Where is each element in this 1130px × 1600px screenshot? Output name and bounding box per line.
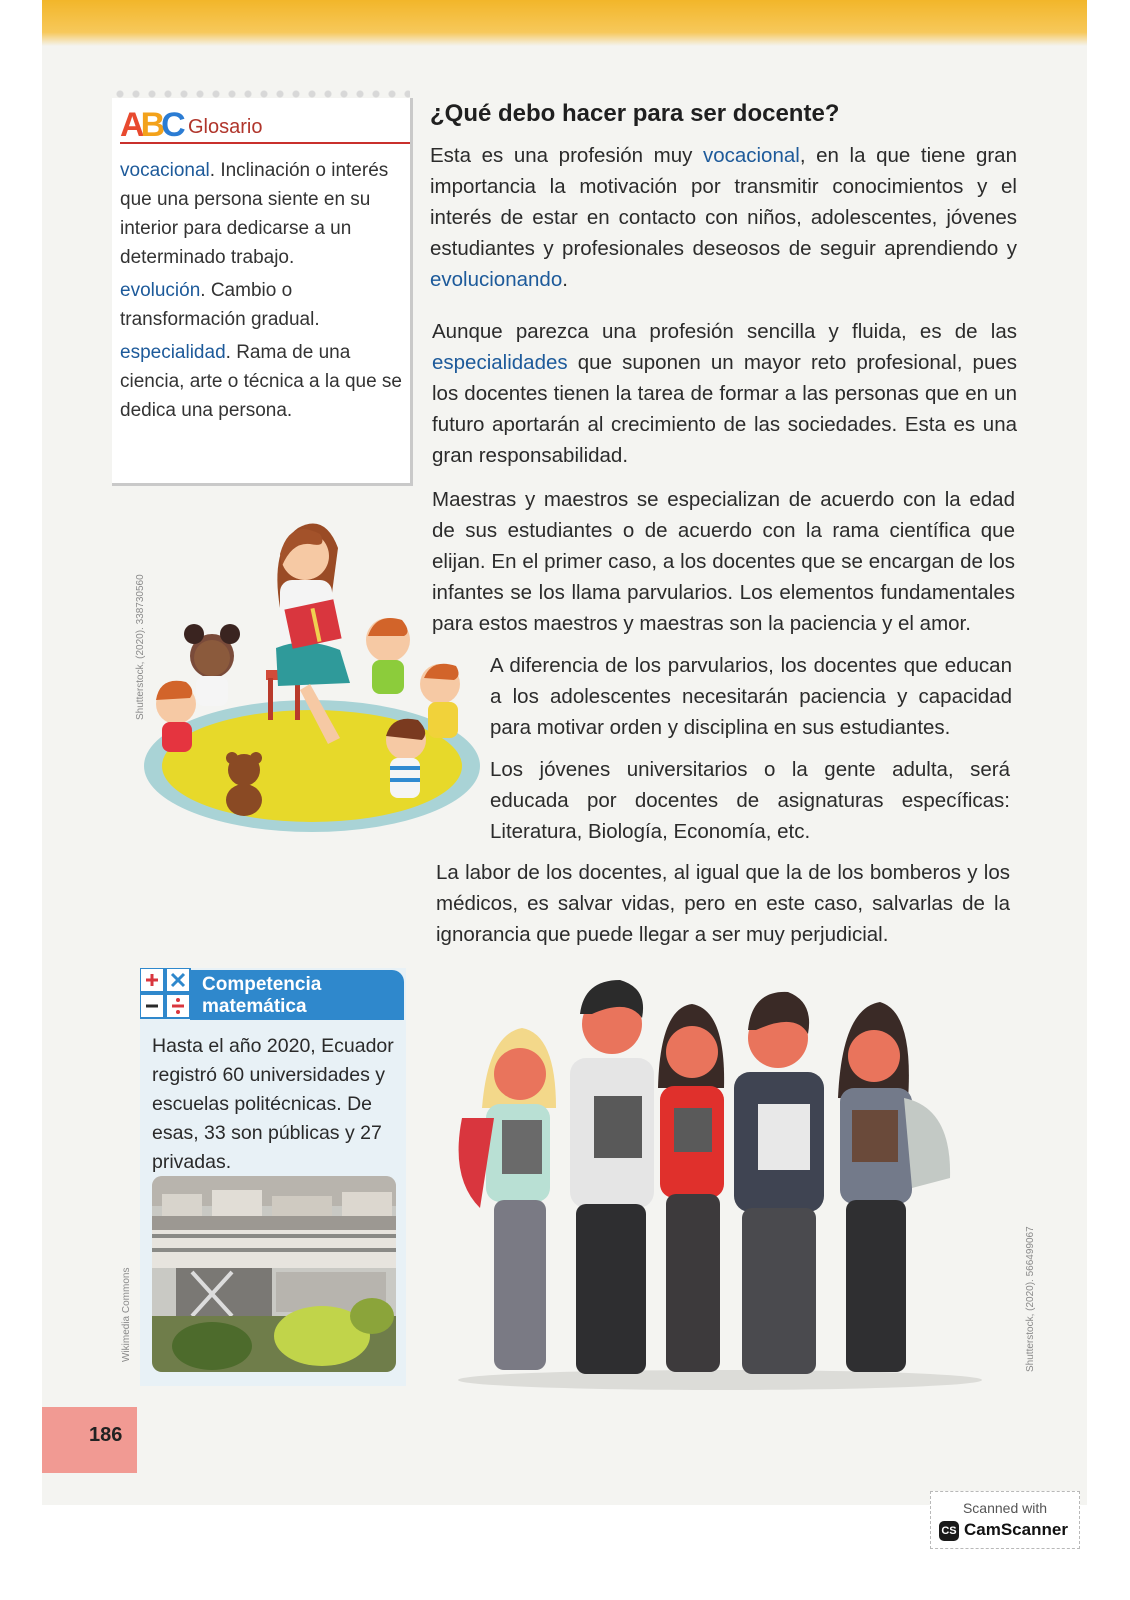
glossary-entry: especialidad. Rama de una ciencia, arte o técnica a la que se dedica una persona.: [120, 342, 403, 421]
math-operations-icon: [140, 968, 192, 1020]
glossary-box: [112, 98, 413, 486]
glossary-entry: evolución. Cambio o transformación gradual.: [120, 280, 320, 330]
image-credit-teacher: Shutterstock, (2020). 338730560: [135, 574, 146, 720]
notebook-spiral: [112, 88, 410, 100]
paragraph-5: Los jóvenes universitarios o la gente adulta, será educada por docentes de asignaturas específicas: Literatura, Biología, Economía, etc.: [490, 758, 1010, 843]
paragraph-1: Esta es una profesión muy vocacional, en la que tiene gran importancia la motivación por transmitir conocimientos y el interés de estar en contacto con niños, adolescentes, jóvenes estudiantes y profesionales deseosos de seguir aprendiendo y evolucionando.: [430, 144, 1017, 291]
glossary-entries: [120, 156, 402, 429]
page-number: 186: [89, 1424, 123, 1446]
paragraph-2: Aunque parezca una profesión sencilla y fluida, es de las especialidades que suponen un mayor reto profesional, pues los docentes tienen la tarea de formar a las personas que en un futuro aportarán al crecimiento de las sociedades. Esta es una gran responsabilidad.: [432, 320, 1017, 467]
competencia-title: Competencia matemática: [202, 974, 322, 1017]
glossary-entry: vocacional. Inclinación o interés que una persona siente en su interior para dedicarse a un determinado trabajo.: [120, 160, 389, 268]
image-credit-city: Wikimedia Commons: [121, 1267, 132, 1362]
camscanner-name: CamScanner: [964, 1520, 1068, 1539]
paragraph-6: La labor de los docentes, al igual que la de los bomberos y los médicos, es salvar vidas, pero en este caso, salvarlas de la ignorancia que puede llegar a ser muy perjudicial.: [436, 861, 1010, 946]
section-title: ¿Qué debo hacer para ser docente?: [430, 100, 840, 127]
teacher-reading-illustration: [140, 508, 485, 838]
glossary-title: Glosario: [188, 116, 263, 138]
abc-icon: ABC: [120, 106, 182, 144]
camscanner-logo-icon: CS: [939, 1521, 959, 1541]
camscanner-watermark: [930, 1491, 1080, 1549]
image-credit-students: Shutterstock, (2020). 566499067: [1025, 1226, 1036, 1372]
paragraph-4: A diferencia de los parvularios, los docentes que educan a los adolescentes necesitarán paciencia y capacidad para motivar orden y disciplina en sus estudiantes.: [490, 654, 1012, 739]
competencia-matematica-box: [140, 968, 406, 1386]
top-color-band: [42, 0, 1087, 46]
competencia-text: Hasta el año 2020, Ecuador registró 60 universidades y escuelas politécnicas. De esas, 33 son públicas y 27 privadas.: [152, 1035, 394, 1173]
university-city-photo: [152, 1176, 396, 1372]
students-group-illustration: [452, 968, 987, 1403]
paragraph-3: Maestras y maestros se especializan de acuerdo con la edad de sus estudiantes o de acuerdo con la rama científica que elijan. En el primer caso, a los docentes que se encargan de los infantes se los llama parvularios. Los elementos fundamentales para estos maestros y maestras son la paciencia y el amor.: [432, 488, 1015, 635]
glossary-header: [120, 106, 410, 144]
scanned-with-label: Scanned with: [962, 1500, 1048, 1516]
